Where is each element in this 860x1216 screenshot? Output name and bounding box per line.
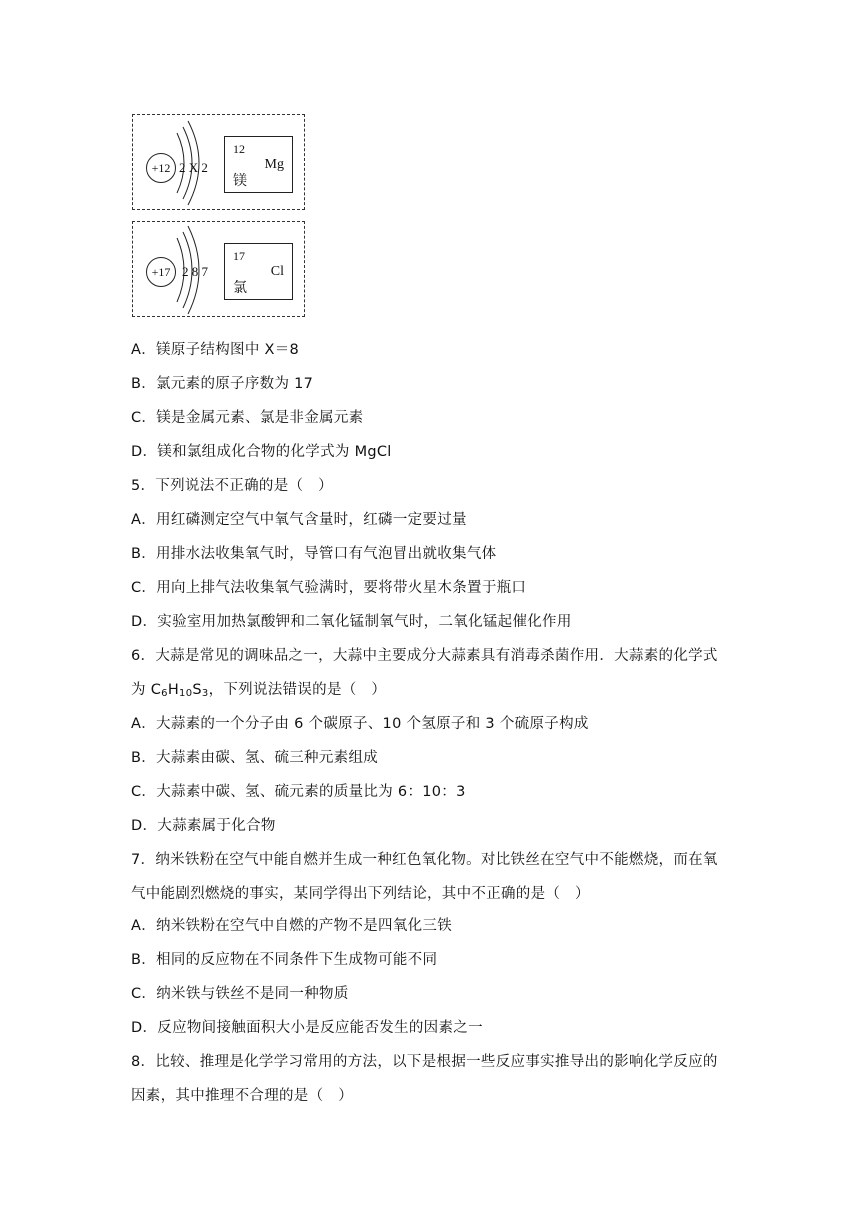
q6-option-c: C．大蒜素中碳、氢、硫元素的质量比为 6：10：3 xyxy=(131,784,466,800)
q6-stem-line2 xyxy=(131,678,386,699)
mg-symbol: Mg xyxy=(264,157,284,172)
q8-stem-line2: 因素，其中推理不合理的是（ ） xyxy=(131,1088,353,1104)
formula-s: S xyxy=(192,682,202,698)
q6-option-a: A．大蒜素的一个分子由 6 个碳原子、10 个氢原子和 3 个硫原子构成 xyxy=(131,716,589,732)
formula-h: H xyxy=(167,682,180,698)
formula-s-count: 3 xyxy=(201,688,209,699)
q8-stem-line1: 8．比较、推理是化学学习常用的方法，以下是根据一些反应事实推导出的影响化学反应的 xyxy=(131,1054,718,1070)
q7-option-a: A．纳米铁粉在空气中自燃的产物不是四氧化三铁 xyxy=(131,918,453,934)
q4-option-b: B．氯元素的原子序数为 17 xyxy=(131,376,314,392)
cl-name: 氯 xyxy=(233,280,247,296)
q5-option-c: C．用向上排气法收集氧气验满时，要将带火星木条置于瓶口 xyxy=(131,580,527,596)
q4-option-c: C．镁是金属元素、氯是非金属元素 xyxy=(131,410,364,426)
cl-nucleus: +17 xyxy=(146,257,176,287)
formula-c: C xyxy=(150,682,162,698)
q6-stem-suffix: ，下列说法错误的是（ ） xyxy=(208,682,387,698)
mg-name: 镁 xyxy=(233,173,247,189)
cl-atom-figure xyxy=(132,221,305,317)
q7-option-b: B．相同的反应物在不同条件下生成物可能不同 xyxy=(131,952,438,968)
mg-electron-config: 2 X 2 xyxy=(179,160,208,175)
mg-atom-figure xyxy=(132,114,305,210)
q5-option-b: B．用排水法收集氧气时，导管口有气泡冒出就收集气体 xyxy=(131,546,497,562)
q7-option-d: D．反应物间接触面积大小是反应能否发生的因素之一 xyxy=(131,1020,483,1036)
formula-h-count: 10 xyxy=(179,688,193,699)
formula-c-count: 6 xyxy=(161,688,168,699)
q7-stem-line1: 7．纳米铁粉在空气中能自燃并生成一种红色氧化物。对比铁丝在空气中不能燃烧，而在氧 xyxy=(131,852,718,868)
chemical-formula xyxy=(151,682,209,698)
cl-element-card xyxy=(224,243,293,300)
q6-stem-prefix: 为 xyxy=(131,682,151,698)
q6-option-b: B．大蒜素由碳、氢、硫三种元素组成 xyxy=(131,750,379,766)
q5-option-a: A．用红磷测定空气中氧气含量时，红磷一定要过量 xyxy=(131,512,467,528)
q5-stem: 5．下列说法不正确的是（ ） xyxy=(131,478,333,494)
q6-stem-line1: 6．大蒜是常见的调味品之一，大蒜中主要成分大蒜素具有消毒杀菌作用．大蒜素的化学式 xyxy=(131,648,718,664)
q7-stem-line2: 气中能剧烈燃烧的事实，某同学得出下列结论，其中不正确的是（ ） xyxy=(131,886,590,902)
q4-option-d: D．镁和氯组成化合物的化学式为 MgCl xyxy=(131,444,392,460)
q4-option-a: A．镁原子结构图中 X＝8 xyxy=(131,342,300,358)
cl-electron-config: 2 8 7 xyxy=(182,264,208,279)
cl-symbol: Cl xyxy=(270,264,284,279)
mg-element-card xyxy=(224,136,293,193)
mg-atomic-number: 12 xyxy=(233,142,245,156)
cl-atomic-number: 17 xyxy=(233,249,245,263)
q7-option-c: C．纳米铁与铁丝不是同一种物质 xyxy=(131,986,349,1002)
q5-option-d: D．实验室用加热氯酸钾和二氧化锰制氧气时，二氧化锰起催化作用 xyxy=(131,614,572,630)
mg-nucleus: +12 xyxy=(146,153,176,183)
q6-option-d: D．大蒜素属于化合物 xyxy=(131,818,276,834)
